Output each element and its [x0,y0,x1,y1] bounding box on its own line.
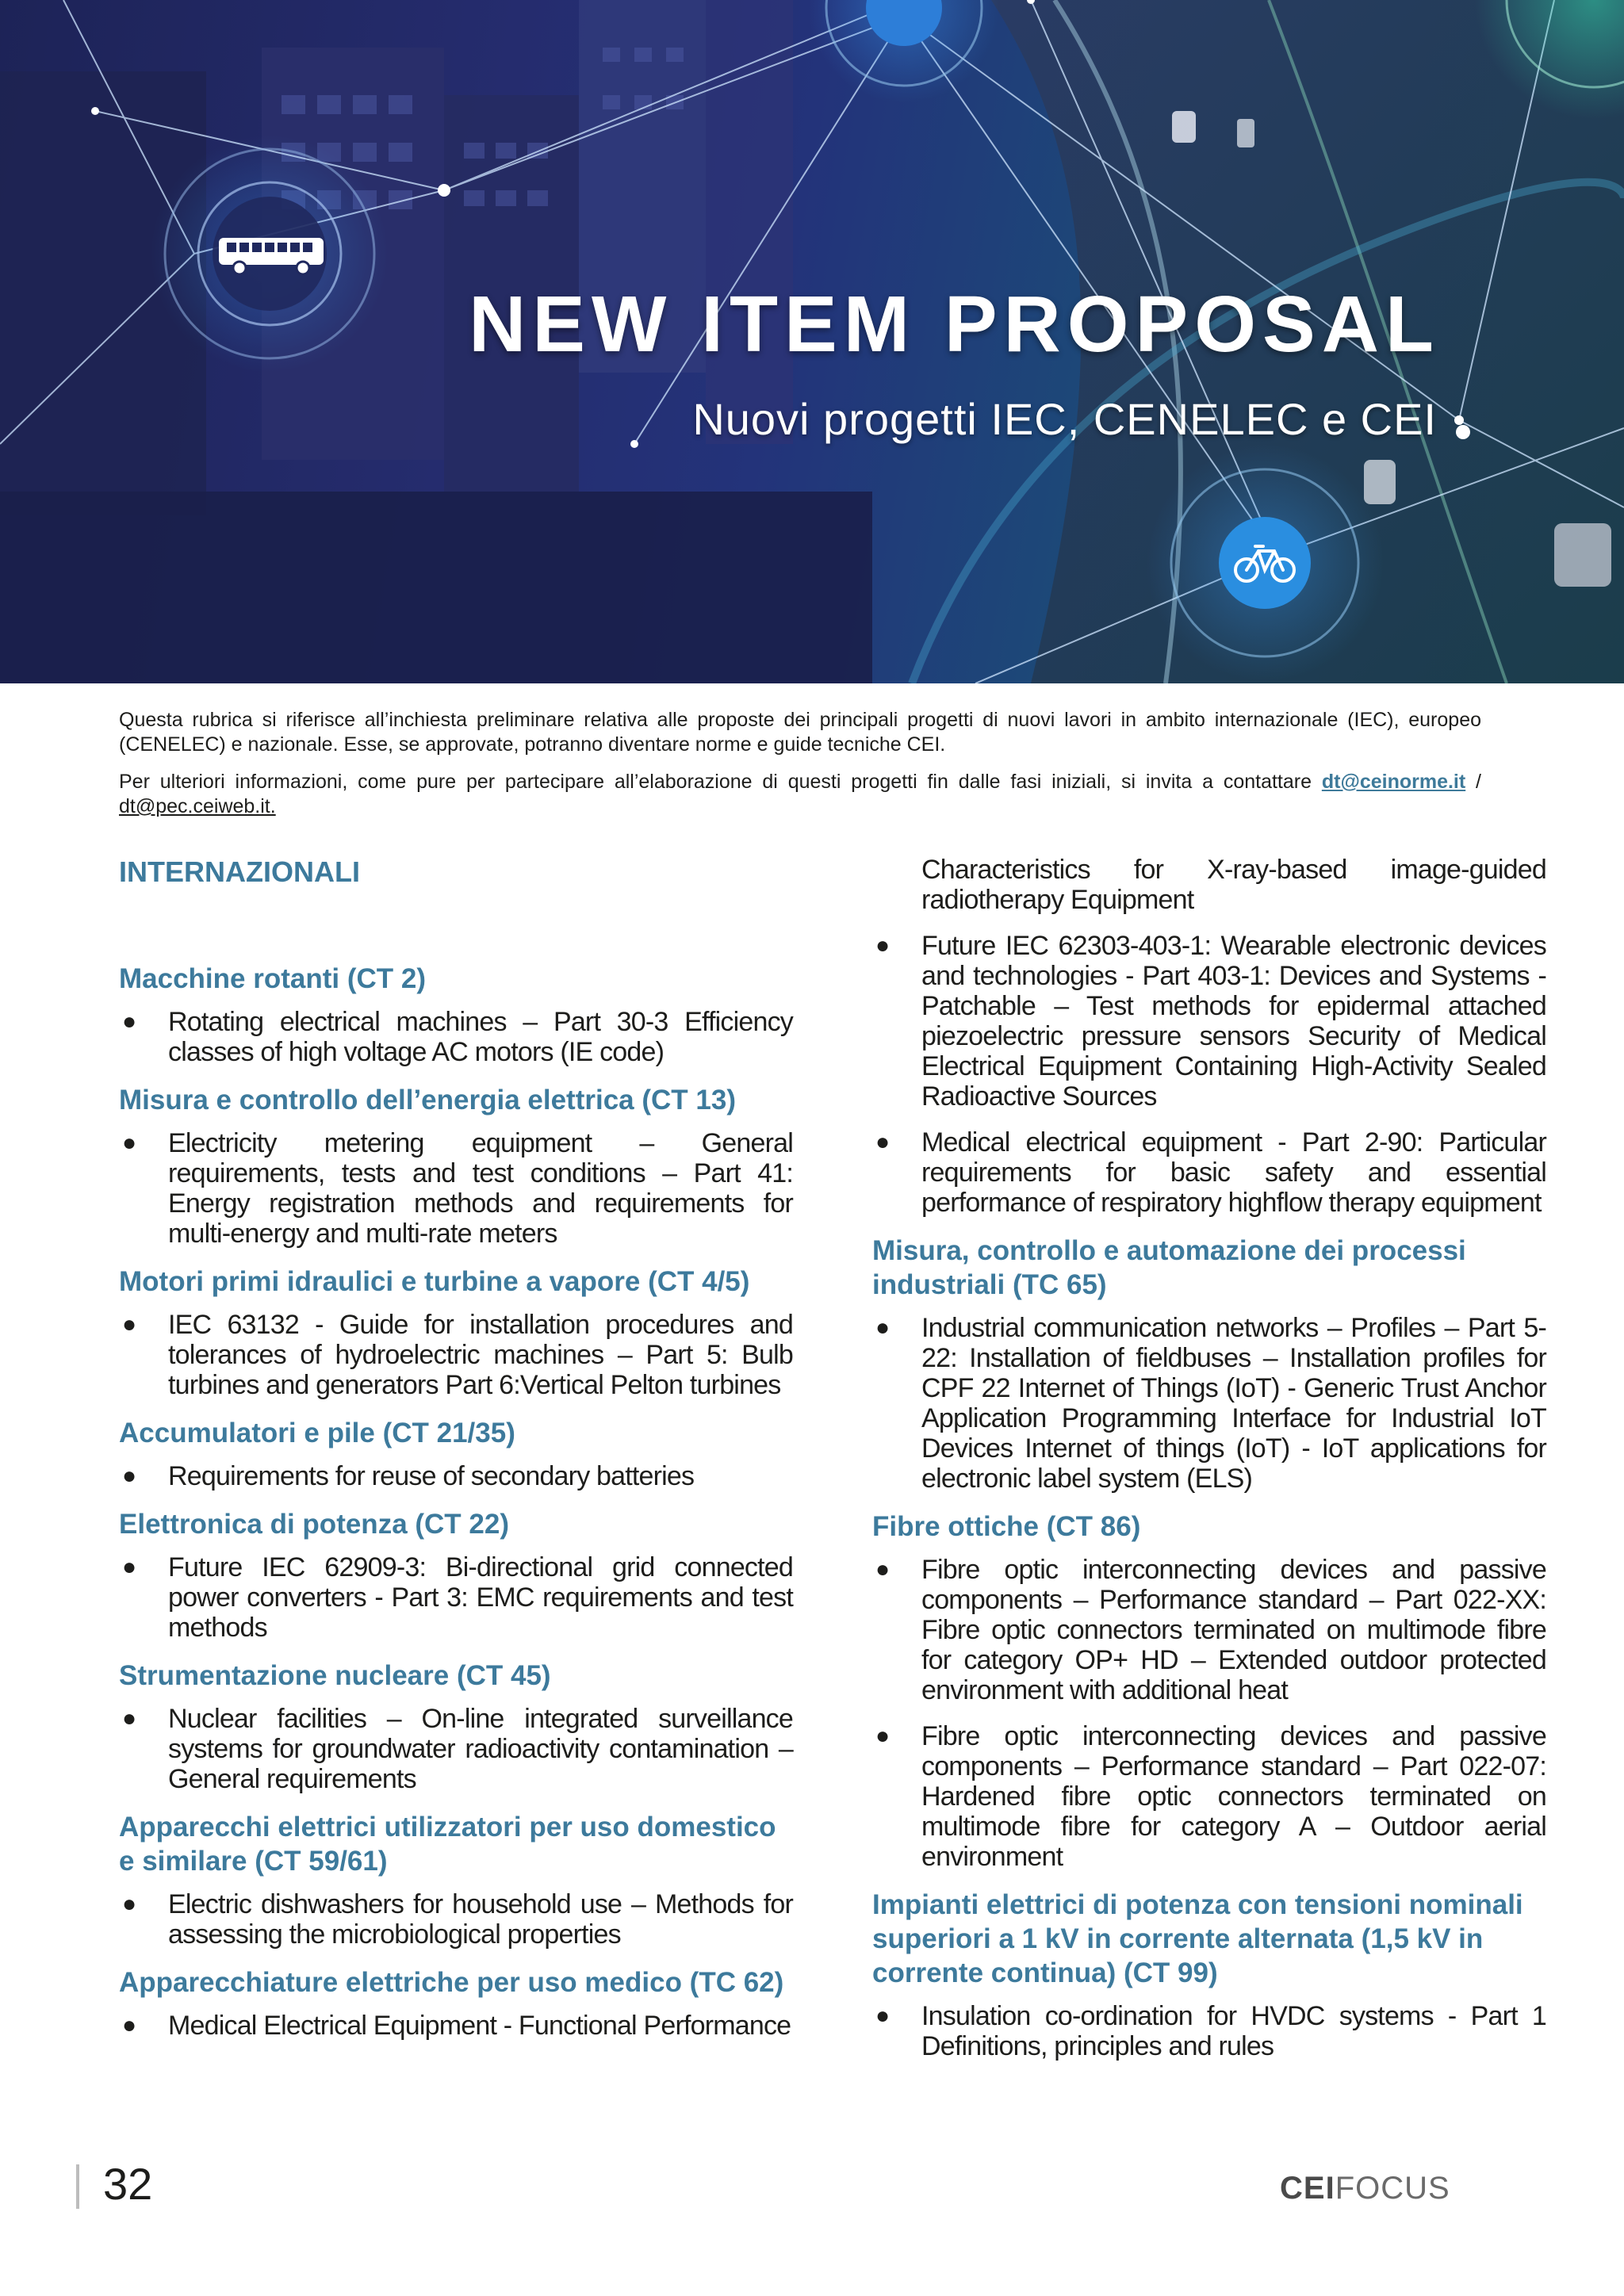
group-title: Accumulatori e pile (CT 21/35) [119,1418,515,1448]
group-title: Apparecchi elettrici utilizzatori per uso domestico e similare (CT 59/61) [119,1812,776,1877]
group-title: Misura e controllo dell’energia elettrica (CT 13) [119,1085,736,1115]
group-title: Strumentazione nucleare (CT 45) [119,1660,551,1691]
group-title: Elettronica di potenza (CT 22) [119,1509,509,1540]
section-title-internazionali: INTERNAZIONALI [119,855,360,888]
group-accumulatori [119,1416,793,1491]
intro-text [119,708,1481,832]
continued-item-text: Characteristics for X-ray-based image-guided radiotherapy Equipment [921,855,1546,915]
group-uso-medico [119,1965,793,2041]
group-title: Fibre ottiche (CT 86) [872,1511,1141,1542]
group-apparecchi-domestici [119,1810,793,1950]
brand-light: FOCUS [1335,2171,1450,2206]
list-item: ● IEC 63132 - Guide for installation procedures and tolerances of hydroelectric machines – Part 5: Bulb turbines and generators Part 6:Vertical Pelton turbines [122,1310,793,1400]
intro-paragraph-2 [119,770,1481,819]
list-item: ● Fibre optic interconnecting devices and passive components – Performance standard – Part 022-07: Hardened fibre optic connectors terminated on multimode fibre for category A – Outdoor aerial environment [875,1721,1546,1872]
brand-logo [1280,2171,1450,2206]
page-subtitle: Nuovi progetti IEC, CENELEC e CEI [692,394,1437,444]
list-item: ● Future IEC 62909-3: Bi-directional grid connected power converters - Part 3: EMC requirements and test methods [122,1552,793,1643]
group-macchine-rotanti [119,962,793,1067]
intro-contact-text: Per ulteriori informazioni, come pure per partecipare all’elaborazione di questi progetti fin dalle fasi iniziali, si invita a contattare [119,771,1312,793]
group-automazione-processi [872,1234,1546,1494]
dot-marker-icon [1454,423,1473,442]
intro-paragraph-1: Questa rubrica si riferisce all’inchiesta preliminare relativa alle proposte dei principali progetti di nuovi lavori in ambito internazionale (IEC), europeo (CENELEC) e nazionale. Esse, se approvate, potranno diventare norme e guide tecniche CEI. [119,709,1481,756]
right-column [872,855,1546,2077]
list-item: ● Nuclear facilities – On-line integrated surveillance systems for groundwater radioactivity contamination – General requirements [122,1704,793,1794]
group-title: Misura, controllo e automazione dei processi industriali (TC 65) [872,1235,1466,1300]
list-item: ● Rotating electrical machines – Part 30-3 Efficiency classes of high voltage AC motors (IE code) [122,1007,793,1067]
hero-banner [0,0,1624,683]
list-item: ● Fibre optic interconnecting devices and passive components – Performance standard – Part 022-XX: Fibre optic connectors terminated on multimode fibre for category OP+ HD – Extended outdoor protected environment with additional heat [875,1555,1546,1705]
footer-divider [76,2164,79,2209]
left-column [119,855,793,2057]
email-link-pec[interactable]: dt@pec.ceiweb.it. [119,795,276,817]
group-misura-energia [119,1083,793,1249]
list-item: ● Electricity metering equipment – General requirements, tests and test conditions – Part 41: Energy registration methods and requirements for multi-energy and multi-rate meters [122,1128,793,1249]
list-item: ● Future IEC 62303-403-1: Wearable electronic devices and technologies - Part 403-1: Devices and Systems - Patchable – Test methods for epidermal attached piezoelectric pressure sensors Security of Medical Electrical Equipment Containing High-Activity Sealed Radioactive Sources [875,931,1546,1112]
group-title: Macchine rotanti (CT 2) [119,963,426,994]
group-impianti-potenza [872,1888,1546,2061]
email-link-ceinorme[interactable]: dt@ceinorme.it [1321,771,1466,793]
bicycle-icon [1233,541,1297,584]
group-title: Impianti elettrici di potenza con tensioni nominali superiori a 1 kV in corrente alternata (1,5 kV in corrente continua) (CT 99) [872,1889,1523,1988]
list-item: ● Requirements for reuse of secondary batteries [122,1461,695,1491]
bus-icon [216,232,327,279]
page-number: 32 [103,2159,153,2209]
group-strumentazione-nucleare [119,1659,793,1794]
email-separator: / [1476,771,1481,793]
list-item: ● Insulation co-ordination for HVDC systems - Part 1 Definitions, principles and rules [875,2001,1546,2061]
brand-bold: CEI [1280,2171,1335,2206]
page-title: NEW ITEM PROPOSAL [469,280,1440,369]
group-fibre-ottiche [872,1510,1546,1872]
group-elettronica-potenza [119,1507,793,1643]
group-motori-idraulici [119,1265,793,1400]
group-title: Motori primi idraulici e turbine a vapore (CT 4/5) [119,1266,750,1297]
group-title: Apparecchiature elettriche per uso medico (TC 62) [119,1967,784,1998]
list-item: ● Medical Electrical Equipment - Functional Performance [122,2011,791,2041]
list-item: ● Industrial communication networks – Profiles – Part 5-22: Installation of fieldbuses – Installation profiles for CPF 22 Internet of Things (IoT) - Generic Trust Anchor Application Programming Interface for Industrial IoT Devices Internet of things (IoT) - IoT applications for electronic label system (ELS) [875,1313,1546,1494]
list-item: ● Medical electrical equipment - Part 2-90: Particular requirements for basic safety and essential performance of respiratory highflow therapy equipment [875,1127,1546,1218]
list-item: ● Electric dishwashers for household use – Methods for assessing the microbiological properties [122,1889,793,1950]
